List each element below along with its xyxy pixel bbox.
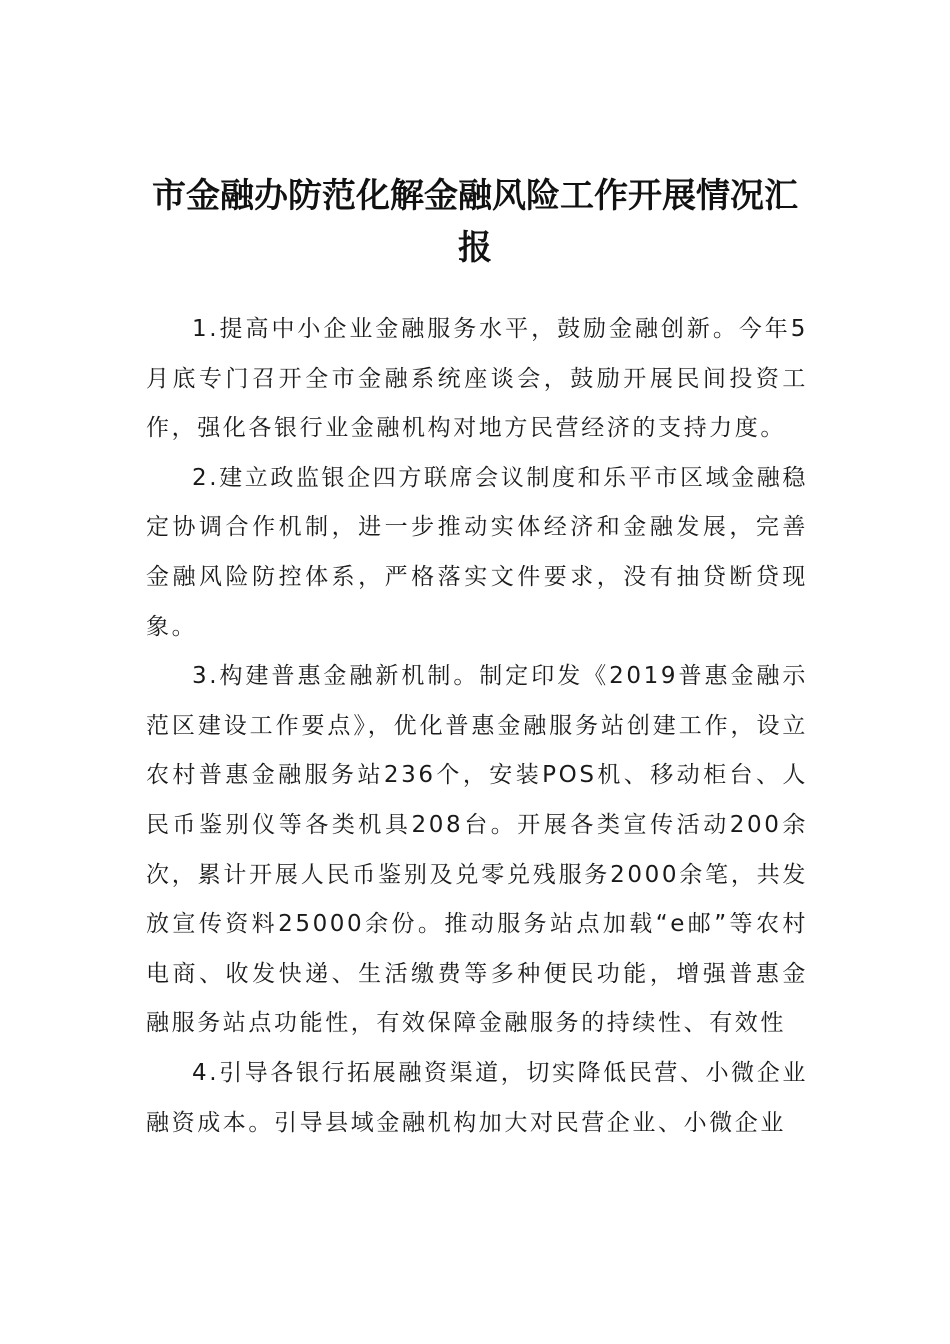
paragraph-4: 4.引导各银行拓展融资渠道，切实降低民营、小微企业融资成本。引导县域金融机构加大对民营企业、小微企业	[146, 1059, 808, 1136]
paragraph-1: 1.提高中小企业金融服务水平，鼓励金融创新。今年5月底专门召开全市金融系统座谈会，鼓励开展民间投资工作，强化各银行业金融机构对地方民营经济的支持力度。	[146, 316, 808, 442]
document-body	[146, 305, 808, 1148]
paragraph-3: 3.构建普惠金融新机制。制定印发《2019普惠金融示范区建设工作要点》，优化普惠金融服务站创建工作，设立农村普惠金融服务站236个，安装POS机、移动柜台、人民币鉴别仪等各类机具208台。开展各类宣传活动200余次，累计开展人民币鉴别及兑零兑残服务2000余笔，共发放宣传资料25000余份。推动服务站点加载“e邮”等农村电商、收发快递、生活缴费等多种便民功能，增强普惠金融服务站点功能性，有效保障金融服务的持续性、有效性	[146, 663, 808, 1037]
document-title: 市金融办防范化解金融风险工作开展情况汇报	[152, 176, 798, 268]
paragraph-2: 2.建立政监银企四方联席会议制度和乐平市区域金融稳定协调合作机制，进一步推动实体经济和金融发展，完善金融风险防控体系，严格落实文件要求，没有抽贷断贷现象。	[146, 464, 808, 640]
